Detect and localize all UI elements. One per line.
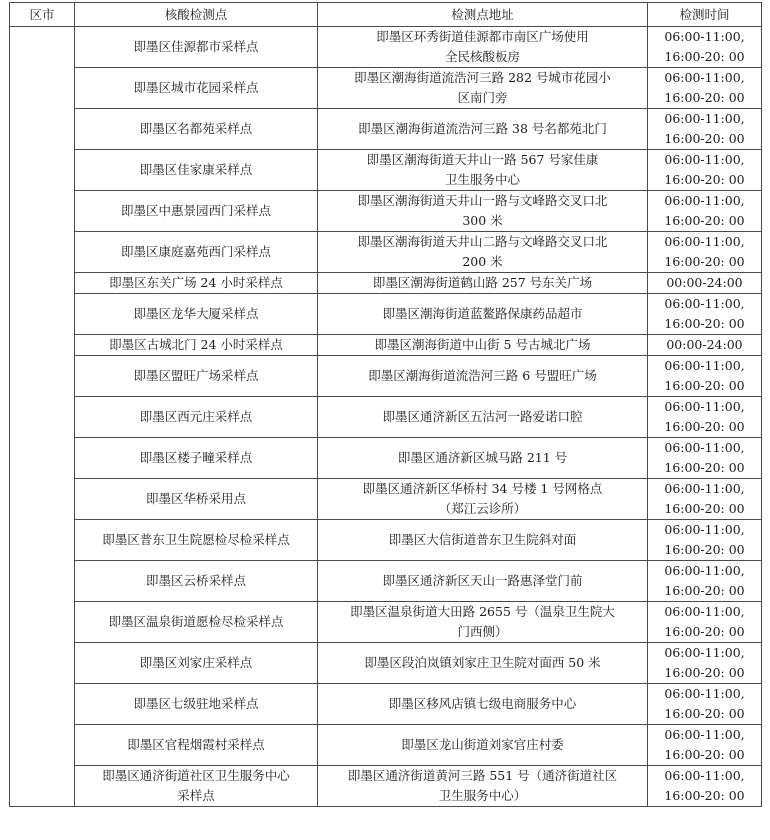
site-name-cell: 即墨区佳源都市采样点 <box>75 27 318 68</box>
table-row <box>10 191 762 232</box>
time-cell: 06:00-11:00, 16:00-20: 00 <box>648 684 762 725</box>
header-district: 区市 <box>10 3 75 27</box>
district-cell <box>10 27 75 807</box>
address-cell: 即墨区段泊岚镇刘家庄卫生院对面西 50 米 <box>318 643 648 684</box>
address-cell: 即墨区潮海街道流浩河三路 282 号城市花园小 区南门旁 <box>318 68 648 109</box>
table-row <box>10 643 762 684</box>
address-cell: 即墨区移风店镇七级电商服务中心 <box>318 684 648 725</box>
address-cell: 即墨区潮海街道中山街 5 号古城北广场 <box>318 335 648 356</box>
site-name-cell: 即墨区龙华大厦采样点 <box>75 294 318 335</box>
time-cell: 06:00-11:00, 16:00-20: 00 <box>648 232 762 273</box>
table-row <box>10 479 762 520</box>
table-row <box>10 150 762 191</box>
site-name-cell: 即墨区普东卫生院愿检尽检采样点 <box>75 520 318 561</box>
site-name-cell: 即墨区康庭嘉苑西门采样点 <box>75 232 318 273</box>
time-cell: 00:00-24:00 <box>648 335 762 356</box>
table-row <box>10 294 762 335</box>
table-row <box>10 273 762 294</box>
address-cell: 即墨区潮海街道流浩河三路 38 号名都苑北门 <box>318 109 648 150</box>
site-name-cell: 即墨区盟旺广场采样点 <box>75 356 318 397</box>
site-name-cell: 即墨区中惠景园西门采样点 <box>75 191 318 232</box>
address-cell: 即墨区龙山街道刘家官庄村委 <box>318 725 648 766</box>
table-row <box>10 68 762 109</box>
table-row <box>10 602 762 643</box>
time-cell: 06:00-11:00, 16:00-20: 00 <box>648 766 762 807</box>
site-name-cell: 即墨区西元庄采样点 <box>75 397 318 438</box>
site-name-cell: 即墨区古城北门 24 小时采样点 <box>75 335 318 356</box>
site-name-cell: 即墨区刘家庄采样点 <box>75 643 318 684</box>
table-body <box>10 27 762 807</box>
time-cell: 06:00-11:00, 16:00-20: 00 <box>648 561 762 602</box>
address-cell: 即墨区通济新区华桥村 34 号楼 1 号网格点 （郑江云诊所） <box>318 479 648 520</box>
address-cell: 即墨区通济新区城马路 211 号 <box>318 438 648 479</box>
address-cell: 即墨区潮海街道蓝鳌路保康药品超市 <box>318 294 648 335</box>
address-cell: 即墨区通济新区天山一路惠泽堂门前 <box>318 561 648 602</box>
time-cell: 06:00-11:00, 16:00-20: 00 <box>648 438 762 479</box>
site-name-cell: 即墨区楼子疃采样点 <box>75 438 318 479</box>
time-cell: 06:00-11:00, 16:00-20: 00 <box>648 602 762 643</box>
header-row <box>10 3 762 27</box>
table-row <box>10 766 762 807</box>
table-row <box>10 27 762 68</box>
site-name-cell: 即墨区通济街道社区卫生服务中心 采样点 <box>75 766 318 807</box>
table-row <box>10 520 762 561</box>
site-name-cell: 即墨区佳家康采样点 <box>75 150 318 191</box>
header-time: 检测时间 <box>648 3 762 27</box>
site-name-cell: 即墨区东关广场 24 小时采样点 <box>75 273 318 294</box>
site-name-cell: 即墨区城市花园采样点 <box>75 68 318 109</box>
table-row <box>10 684 762 725</box>
table-row <box>10 232 762 273</box>
time-cell: 06:00-11:00, 16:00-20: 00 <box>648 191 762 232</box>
time-cell: 06:00-11:00, 16:00-20: 00 <box>648 27 762 68</box>
time-cell: 06:00-11:00, 16:00-20: 00 <box>648 150 762 191</box>
address-cell: 即墨区潮海街道天井山一路与文峰路交叉口北 300 米 <box>318 191 648 232</box>
site-name-cell: 即墨区名都苑采样点 <box>75 109 318 150</box>
time-cell: 06:00-11:00, 16:00-20: 00 <box>648 356 762 397</box>
table-row <box>10 397 762 438</box>
time-cell: 06:00-11:00, 16:00-20: 00 <box>648 294 762 335</box>
address-cell: 即墨区温泉街道大田路 2655 号（温泉卫生院大 门西侧） <box>318 602 648 643</box>
table-row <box>10 725 762 766</box>
header-address: 检测点地址 <box>318 3 648 27</box>
table-row <box>10 438 762 479</box>
time-cell: 06:00-11:00, 16:00-20: 00 <box>648 68 762 109</box>
time-cell: 06:00-11:00, 16:00-20: 00 <box>648 397 762 438</box>
time-cell: 06:00-11:00, 16:00-20: 00 <box>648 520 762 561</box>
table-row <box>10 561 762 602</box>
site-name-cell: 即墨区官程烟霞村采样点 <box>75 725 318 766</box>
address-cell: 即墨区环秀街道佳源都市南区广场使用 全民核酸板房 <box>318 27 648 68</box>
testing-sites-table <box>9 2 762 807</box>
time-cell: 00:00-24:00 <box>648 273 762 294</box>
address-cell: 即墨区通济街道黄河三路 551 号（通济街道社区 卫生服务中心） <box>318 766 648 807</box>
address-cell: 即墨区潮海街道天井山二路与文峰路交叉口北 200 米 <box>318 232 648 273</box>
site-name-cell: 即墨区温泉街道愿检尽检采样点 <box>75 602 318 643</box>
address-cell: 即墨区大信街道普东卫生院斜对面 <box>318 520 648 561</box>
table-row <box>10 109 762 150</box>
site-name-cell: 即墨区七级驻地采样点 <box>75 684 318 725</box>
time-cell: 06:00-11:00, 16:00-20: 00 <box>648 725 762 766</box>
table-row <box>10 335 762 356</box>
address-cell: 即墨区潮海街道鹤山路 257 号东关广场 <box>318 273 648 294</box>
site-name-cell: 即墨区华桥采用点 <box>75 479 318 520</box>
time-cell: 06:00-11:00, 16:00-20: 00 <box>648 643 762 684</box>
time-cell: 06:00-11:00, 16:00-20: 00 <box>648 479 762 520</box>
site-name-cell: 即墨区云桥采样点 <box>75 561 318 602</box>
header-site: 核酸检测点 <box>75 3 318 27</box>
time-cell: 06:00-11:00, 16:00-20: 00 <box>648 109 762 150</box>
address-cell: 即墨区潮海街道流浩河三路 6 号盟旺广场 <box>318 356 648 397</box>
address-cell: 即墨区潮海街道天井山一路 567 号家佳康 卫生服务中心 <box>318 150 648 191</box>
table-row <box>10 356 762 397</box>
address-cell: 即墨区通济新区五沽河一路爱诺口腔 <box>318 397 648 438</box>
